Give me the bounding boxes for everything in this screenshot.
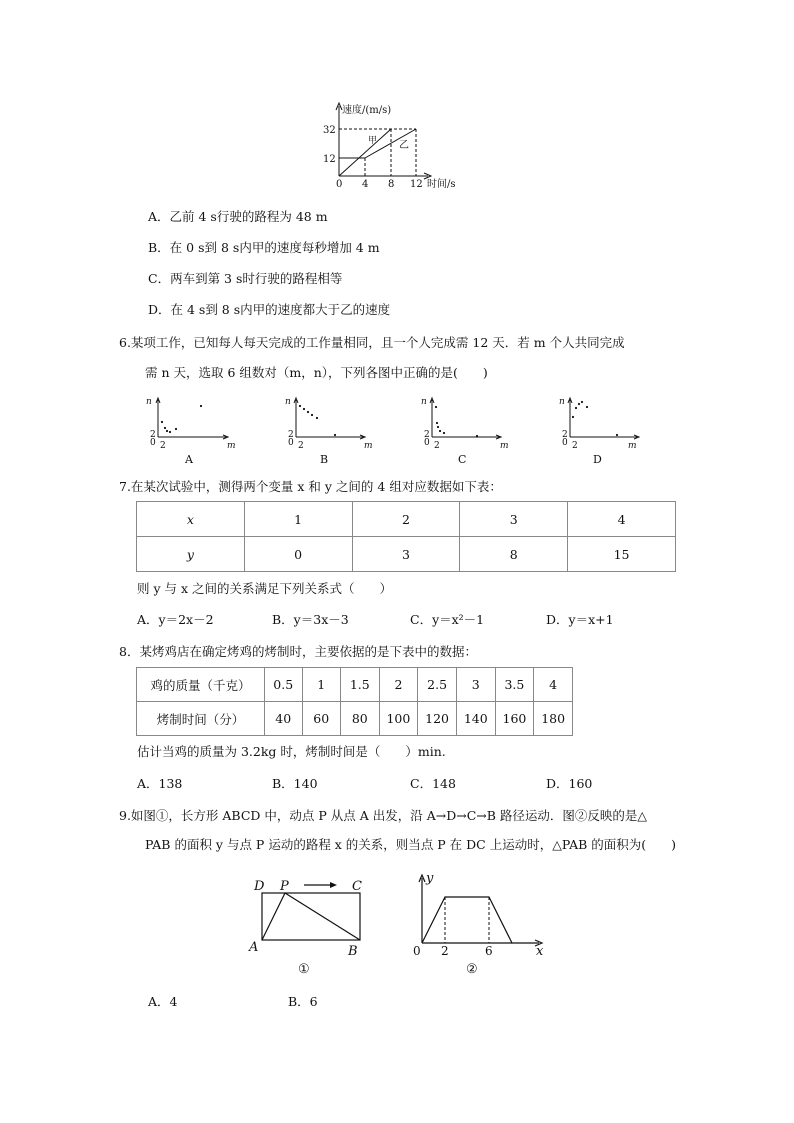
svg-text:m: m xyxy=(364,441,373,451)
graph-b-label: B xyxy=(320,453,329,466)
q8-cell: 1.5 xyxy=(341,668,380,702)
svg-text:2: 2 xyxy=(288,430,294,440)
label-x: x xyxy=(536,944,544,959)
q5-option-b: B．在 0 s到 8 s内甲的速度每秒增加 4 m xyxy=(148,240,380,255)
tick-0: 0 xyxy=(336,179,343,190)
svg-text:2: 2 xyxy=(434,441,440,451)
svg-text:0: 0 xyxy=(424,438,430,448)
svg-text:2: 2 xyxy=(160,441,166,451)
graph-c-label: C xyxy=(458,453,467,466)
graph-a-label: A xyxy=(185,453,193,466)
q8-cell: 4 xyxy=(534,668,573,702)
q6-text-line2: 需 n 天，选取 6 组数对（m，n），下列各图中正确的是( ) xyxy=(145,365,488,380)
q9-text-line1: 9.如图①，长方形 ABCD 中，动点 P 从点 A 出发，沿 A→D→C→B 路径运动．图②反映的是△ xyxy=(119,808,648,823)
label-p: P xyxy=(280,879,289,894)
label-6: 6 xyxy=(485,944,493,958)
tick-4: 4 xyxy=(362,179,369,190)
label-origin: 0 xyxy=(413,944,421,958)
q7-cell: 1 xyxy=(244,502,352,537)
label-c: C xyxy=(352,879,362,894)
svg-text:m: m xyxy=(628,441,637,451)
svg-text:2: 2 xyxy=(298,441,304,451)
svg-text:2: 2 xyxy=(562,430,568,440)
q8-cell: 120 xyxy=(418,702,457,736)
q8-cell: 鸡的质量（千克） xyxy=(137,668,265,702)
svg-text:n: n xyxy=(421,397,427,407)
svg-text:n: n xyxy=(146,397,152,407)
tick-32: 32 xyxy=(323,125,336,136)
q7-question: 则 y 与 x 之间的关系满足下列关系式（ ） xyxy=(137,581,393,596)
q7-cell: x xyxy=(137,502,245,537)
q9-text-line2: PAB 的面积 y 与点 P 运动的路程 x 的关系，则当点 P 在 DC 上运动时，△PAB 的面积为( ) xyxy=(145,837,677,852)
q7-text: 7.在某次试验中，测得两个变量 x 和 y 之间的 4 组对应数据如下表： xyxy=(119,479,502,494)
q7-cell: 8 xyxy=(460,537,568,572)
y-axis-label: 速度/(m/s) xyxy=(342,105,392,116)
x-axis-label: 时间/s xyxy=(427,179,456,190)
q9-option-b: B．6 xyxy=(288,994,318,1009)
tick-12: 12 xyxy=(323,154,336,165)
q8-cell: 40 xyxy=(264,702,302,736)
q8-option-a: A．138 xyxy=(137,776,183,791)
label-a: A xyxy=(249,940,259,955)
label-b: B xyxy=(348,944,358,959)
q7-option-c: C．y＝x²－1 xyxy=(410,612,485,627)
label-y: y xyxy=(426,871,434,886)
graph-d-label: D xyxy=(593,453,602,466)
svg-text:m: m xyxy=(500,441,509,451)
tick-8: 8 xyxy=(388,179,395,190)
svg-text:0: 0 xyxy=(150,438,156,448)
label-2: 2 xyxy=(441,944,449,958)
q8-cell: 2.5 xyxy=(418,668,457,702)
q5-option-a: A．乙前 4 s行驶的路程为 48 m xyxy=(148,209,328,224)
caption-2: ② xyxy=(466,962,478,977)
q7-cell: 2 xyxy=(352,502,460,537)
q8-cell: 160 xyxy=(495,702,534,736)
caption-1: ① xyxy=(298,962,310,977)
q8-cell: 140 xyxy=(456,702,495,736)
q8-text: 8．某烤鸡店在确定烤鸡的烤制时，主要依据的是下表中的数据： xyxy=(119,644,477,659)
q8-cell: 烤制时间（分） xyxy=(137,702,265,736)
svg-text:n: n xyxy=(285,397,291,407)
q7-option-a: A．y＝2x－2 xyxy=(137,612,214,627)
q7-cell: 3 xyxy=(352,537,460,572)
q7-option-b: B．y＝3x－3 xyxy=(272,612,349,627)
svg-text:0: 0 xyxy=(288,438,294,448)
q8-cell: 1 xyxy=(302,668,340,702)
q6-text-line1: 6.某项工作，已知每人每天完成的工作量相同，且一个人完成需 12 天．若 m 个人共同完成 xyxy=(119,335,625,350)
q8-cell: 60 xyxy=(302,702,340,736)
q7-option-d: D．y＝x+1 xyxy=(546,612,614,627)
q5-option-d: D．在 4 s到 8 s内甲的速度都大于乙的速度 xyxy=(148,302,391,317)
svg-text:2: 2 xyxy=(572,441,578,451)
q7-cell: 4 xyxy=(568,502,676,537)
q7-cell: y xyxy=(137,537,245,572)
svg-text:2: 2 xyxy=(150,430,156,440)
q8-cell: 100 xyxy=(379,702,418,736)
svg-text:n: n xyxy=(559,397,565,407)
label-yi: 乙 xyxy=(399,140,409,151)
q8-option-d: D．160 xyxy=(546,776,593,791)
q5-option-c: C．两车到第 3 s时行驶的路程相等 xyxy=(148,271,343,286)
q8-cell: 80 xyxy=(341,702,380,736)
q8-cell: 3 xyxy=(456,668,495,702)
q7-cell: 15 xyxy=(568,537,676,572)
svg-text:0: 0 xyxy=(562,438,568,448)
tick-12s: 12 xyxy=(410,179,423,190)
q8-option-c: C．148 xyxy=(410,776,456,791)
svg-text:m: m xyxy=(227,441,236,451)
q9-option-a: A．4 xyxy=(148,994,178,1009)
q8-cell: 2 xyxy=(379,668,418,702)
area-function xyxy=(422,897,512,943)
q7-cell: 0 xyxy=(244,537,352,572)
q8-question: 估计当鸡的质量为 3.2kg 时，烤制时间是（ ）min. xyxy=(137,744,446,759)
q8-cell: 3.5 xyxy=(495,668,534,702)
label-d: D xyxy=(254,879,265,894)
label-jia: 甲 xyxy=(368,136,378,146)
q7-cell: 3 xyxy=(460,502,568,537)
q8-cell: 0.5 xyxy=(264,668,302,702)
svg-text:2: 2 xyxy=(424,430,430,440)
q8-cell: 180 xyxy=(534,702,573,736)
q8-option-b: B．140 xyxy=(272,776,318,791)
